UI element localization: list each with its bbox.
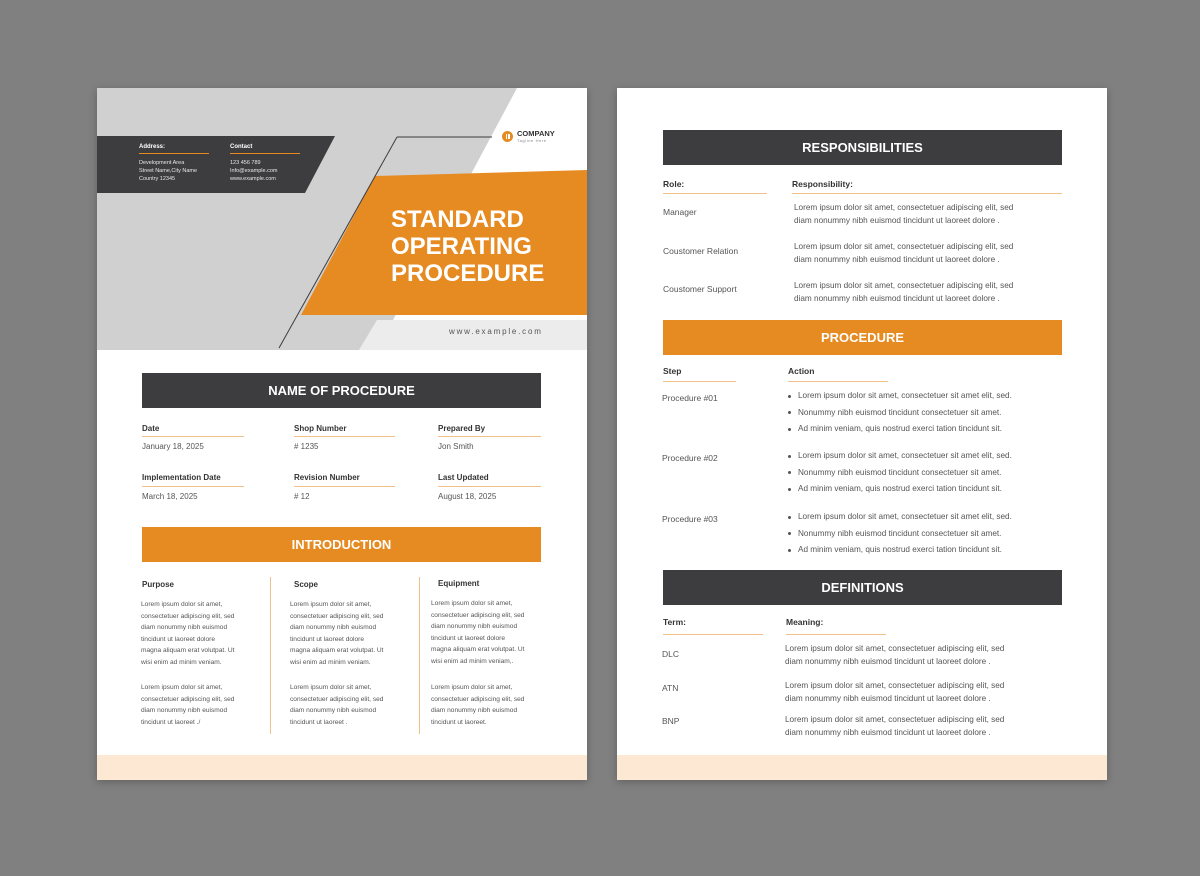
contact-email: Info@example.com (230, 168, 278, 174)
action-item: Nonummy nibh euismod tincidunt consectetuer sit amet. (787, 468, 1012, 485)
field-label-implementation-date: Implementation Date (142, 473, 221, 482)
text-line: diam nonummy nibh euismod tincidunt ut laoreet dolore . (794, 294, 1000, 303)
text-line: Lorem ipsum dolor sit amet, (141, 601, 223, 608)
action-item: Nonummy nibh euismod tincidunt consectetuer sit amet. (787, 408, 1012, 425)
company-logo-icon (502, 131, 513, 142)
text-line: consectetuer adipiscing elit, sed (431, 611, 525, 619)
text-line: tincidunt ut laoreet dolore (141, 635, 216, 643)
field-label-last-updated: Last Updated (438, 473, 489, 482)
action-list (787, 451, 1012, 501)
text-line: diam nonummy nibh euismod (290, 624, 377, 631)
responsibilities-heading: RESPONSIBILITIES (663, 130, 1062, 165)
text-line: consectetuer adipiscing elit, sed (290, 612, 384, 620)
role-cell: Coustomer Relation (663, 246, 739, 256)
field-rule (438, 486, 541, 487)
text-line: diam nonummy nibh euismod tincidunt ut laoreet dolore . (794, 255, 1000, 264)
meaning-column-header: Meaning: (786, 617, 824, 627)
text-line: diam nonummy nibh euismod tincidunt ut laoreet dolore . (785, 657, 991, 666)
equipment-heading: Equipment (438, 579, 480, 588)
field-value-revision-number: # 12 (294, 492, 310, 501)
action-item: Lorem ipsum dolor sit amet, consectetuer sit amet elit, sed. (787, 512, 1012, 529)
field-label-shop-number: Shop Number (294, 424, 347, 433)
step-cell: Procedure #02 (662, 453, 718, 463)
text-line: diam nonummy nibh euismod tincidunt ut laoreet dolore . (785, 728, 991, 737)
role-cell: Manager (663, 207, 697, 217)
text-line: Lorem ipsum dolor sit amet, (141, 684, 223, 691)
procedure-name-heading: NAME OF PROCEDURE (142, 373, 541, 408)
scope-heading: Scope (294, 580, 319, 589)
step-cell: Procedure #03 (662, 514, 718, 524)
company-tagline: Tagline Here (517, 138, 547, 143)
text-line: tincidunt ut laoreet ./ (141, 718, 201, 726)
text-line: consectetuer adipiscing elit, sed (290, 695, 384, 703)
column-divider (419, 577, 420, 734)
text-line: Lorem ipsum dolor sit amet, (431, 684, 513, 691)
field-rule (142, 436, 244, 437)
footer-band (617, 755, 1107, 780)
role-column-header: Role: (663, 179, 685, 189)
text-line: diam nonummy nibh euismod (431, 623, 518, 630)
contact-rule (230, 153, 300, 154)
action-item: Lorem ipsum dolor sit amet, consectetuer sit amet elit, sed. (787, 391, 1012, 408)
scope-paragraph (290, 682, 383, 728)
responsibility-cell (794, 201, 1062, 227)
text-line: wisi enim ad minim veniam. (290, 658, 371, 666)
contact-website: www.example.com (230, 176, 276, 182)
procedure-heading: PROCEDURE (663, 320, 1062, 355)
text-line: diam nonummy nibh euismod tincidunt ut laoreet dolore . (794, 216, 1000, 225)
title-line: STANDARD (391, 206, 524, 233)
text-line: Lorem ipsum dolor sit amet, consectetuer adipiscing elit, sed (794, 203, 1014, 212)
purpose-paragraph (141, 682, 234, 728)
text-line: diam nonummy nibh euismod (141, 707, 228, 714)
action-list (787, 391, 1012, 441)
text-line: diam nonummy nibh euismod tincidunt ut laoreet dolore . (785, 694, 991, 703)
step-column-header: Step (663, 366, 682, 376)
text-line: magna aliquam erat volutpat. Ut (141, 647, 235, 654)
action-item: Ad minim veniam, quis nostrud exerci tation tincidunt sit. (787, 484, 1012, 501)
text-line: Lorem ipsum dolor sit amet, (431, 600, 513, 607)
text-line: Lorem ipsum dolor sit amet, (290, 684, 372, 691)
field-rule (438, 436, 541, 437)
text-line: Lorem ipsum dolor sit amet, consectetuer adipiscing elit, sed (785, 644, 1005, 653)
text-line: Lorem ipsum dolor sit amet, consectetuer adipiscing elit, sed (794, 242, 1014, 251)
field-rule (142, 486, 244, 487)
text-line: Lorem ipsum dolor sit amet, (290, 601, 372, 608)
address-line: Development Area (139, 160, 185, 166)
action-item: Ad minim veniam, quis nostrud exerci tation tincidunt sit. (787, 424, 1012, 441)
field-rule (294, 436, 395, 437)
field-label-date: Date (142, 424, 160, 433)
purpose-paragraph (141, 599, 234, 668)
step-cell: Procedure #01 (662, 393, 718, 403)
field-value-date: January 18, 2025 (142, 442, 204, 451)
header-rule (788, 381, 888, 382)
action-column-header: Action (788, 366, 815, 376)
action-list (787, 512, 1012, 562)
definitions-heading: DEFINITIONS (663, 570, 1062, 605)
contact-phone: 123 456 789 (230, 160, 261, 166)
text-line: magna aliquam erat volutpat. Ut (290, 647, 384, 654)
field-label-revision-number: Revision Number (294, 473, 360, 482)
field-rule (294, 486, 395, 487)
text-line: consectetuer adipiscing elit, sed (431, 695, 525, 703)
text-line: consectetuer adipiscing elit, sed (141, 695, 235, 703)
scope-paragraph (290, 599, 383, 668)
term-cell: ATN (662, 683, 679, 693)
action-item: Ad minim veniam, quis nostrud exerci tation tincidunt sit. (787, 545, 1012, 562)
meaning-cell (785, 679, 1053, 705)
address-line: Country 12345 (139, 176, 176, 182)
text-line: consectetuer adipiscing elit, sed (141, 612, 235, 620)
address-line: Street Name,City Name (139, 168, 198, 174)
text-line: diam nonummy nibh euismod (141, 624, 228, 631)
text-line: tincidunt ut laoreet dolore (290, 635, 365, 643)
field-value-last-updated: August 18, 2025 (438, 492, 497, 501)
text-line: tincidunt ut laoreet . (290, 718, 348, 726)
company-logo (502, 130, 555, 143)
header-rule (663, 193, 767, 194)
header-rule (792, 193, 1062, 194)
equipment-paragraph (431, 598, 524, 667)
cover-page (97, 88, 587, 780)
document-title (391, 206, 544, 287)
text-line: diam nonummy nibh euismod (290, 707, 377, 714)
responsibility-cell (794, 240, 1062, 266)
term-column-header: Term: (663, 617, 686, 627)
introduction-heading: INTRODUCTION (142, 527, 541, 562)
action-item: Nonummy nibh euismod tincidunt consectetuer sit amet. (787, 529, 1012, 546)
field-value-shop-number: # 1235 (294, 442, 319, 451)
responsibility-column-header: Responsibility: (792, 179, 853, 189)
address-label: Address: (139, 144, 166, 150)
text-line: magna aliquam erat volutpat. Ut (431, 646, 525, 653)
purpose-heading: Purpose (142, 580, 175, 589)
website-url: www.example.com (449, 327, 543, 336)
text-line: tincidunt ut laoreet. (431, 718, 487, 726)
header-rule (786, 634, 886, 635)
contact-label: Contact (230, 144, 253, 150)
meaning-cell (785, 713, 1053, 739)
footer-band (97, 755, 587, 780)
text-line: Lorem ipsum dolor sit amet, consectetuer adipiscing elit, sed (785, 715, 1005, 724)
field-value-prepared-by: Jon Smith (438, 442, 474, 451)
equipment-paragraph (431, 682, 524, 728)
text-line: Lorem ipsum dolor sit amet, consectetuer adipiscing elit, sed (785, 681, 1005, 690)
column-divider (270, 577, 271, 734)
field-value-implementation-date: March 18, 2025 (142, 492, 198, 501)
address-rule (139, 153, 209, 154)
company-name: COMPANY (517, 129, 555, 138)
text-line: Lorem ipsum dolor sit amet, consectetuer adipiscing elit, sed (794, 281, 1014, 290)
term-cell: BNP (662, 716, 680, 726)
title-line: OPERATING (391, 233, 532, 260)
text-line: tincidunt ut laoreet dolore (431, 634, 506, 642)
term-cell: DLC (662, 649, 680, 659)
role-cell: Coustomer Support (663, 284, 737, 294)
text-line: wisi enim ad minim veniam,. (431, 657, 514, 665)
text-line: diam nonummy nibh euismod (431, 707, 518, 714)
action-item: Lorem ipsum dolor sit amet, consectetuer sit amet elit, sed. (787, 451, 1012, 468)
meaning-cell (785, 642, 1053, 668)
header-rule (663, 634, 763, 635)
text-line: wisi enim ad minim veniam. (141, 658, 222, 666)
header-rule (663, 381, 736, 382)
field-label-prepared-by: Prepared By (438, 424, 486, 433)
content-page (617, 88, 1107, 780)
title-line: PROCEDURE (391, 260, 545, 287)
responsibility-cell (794, 279, 1062, 305)
